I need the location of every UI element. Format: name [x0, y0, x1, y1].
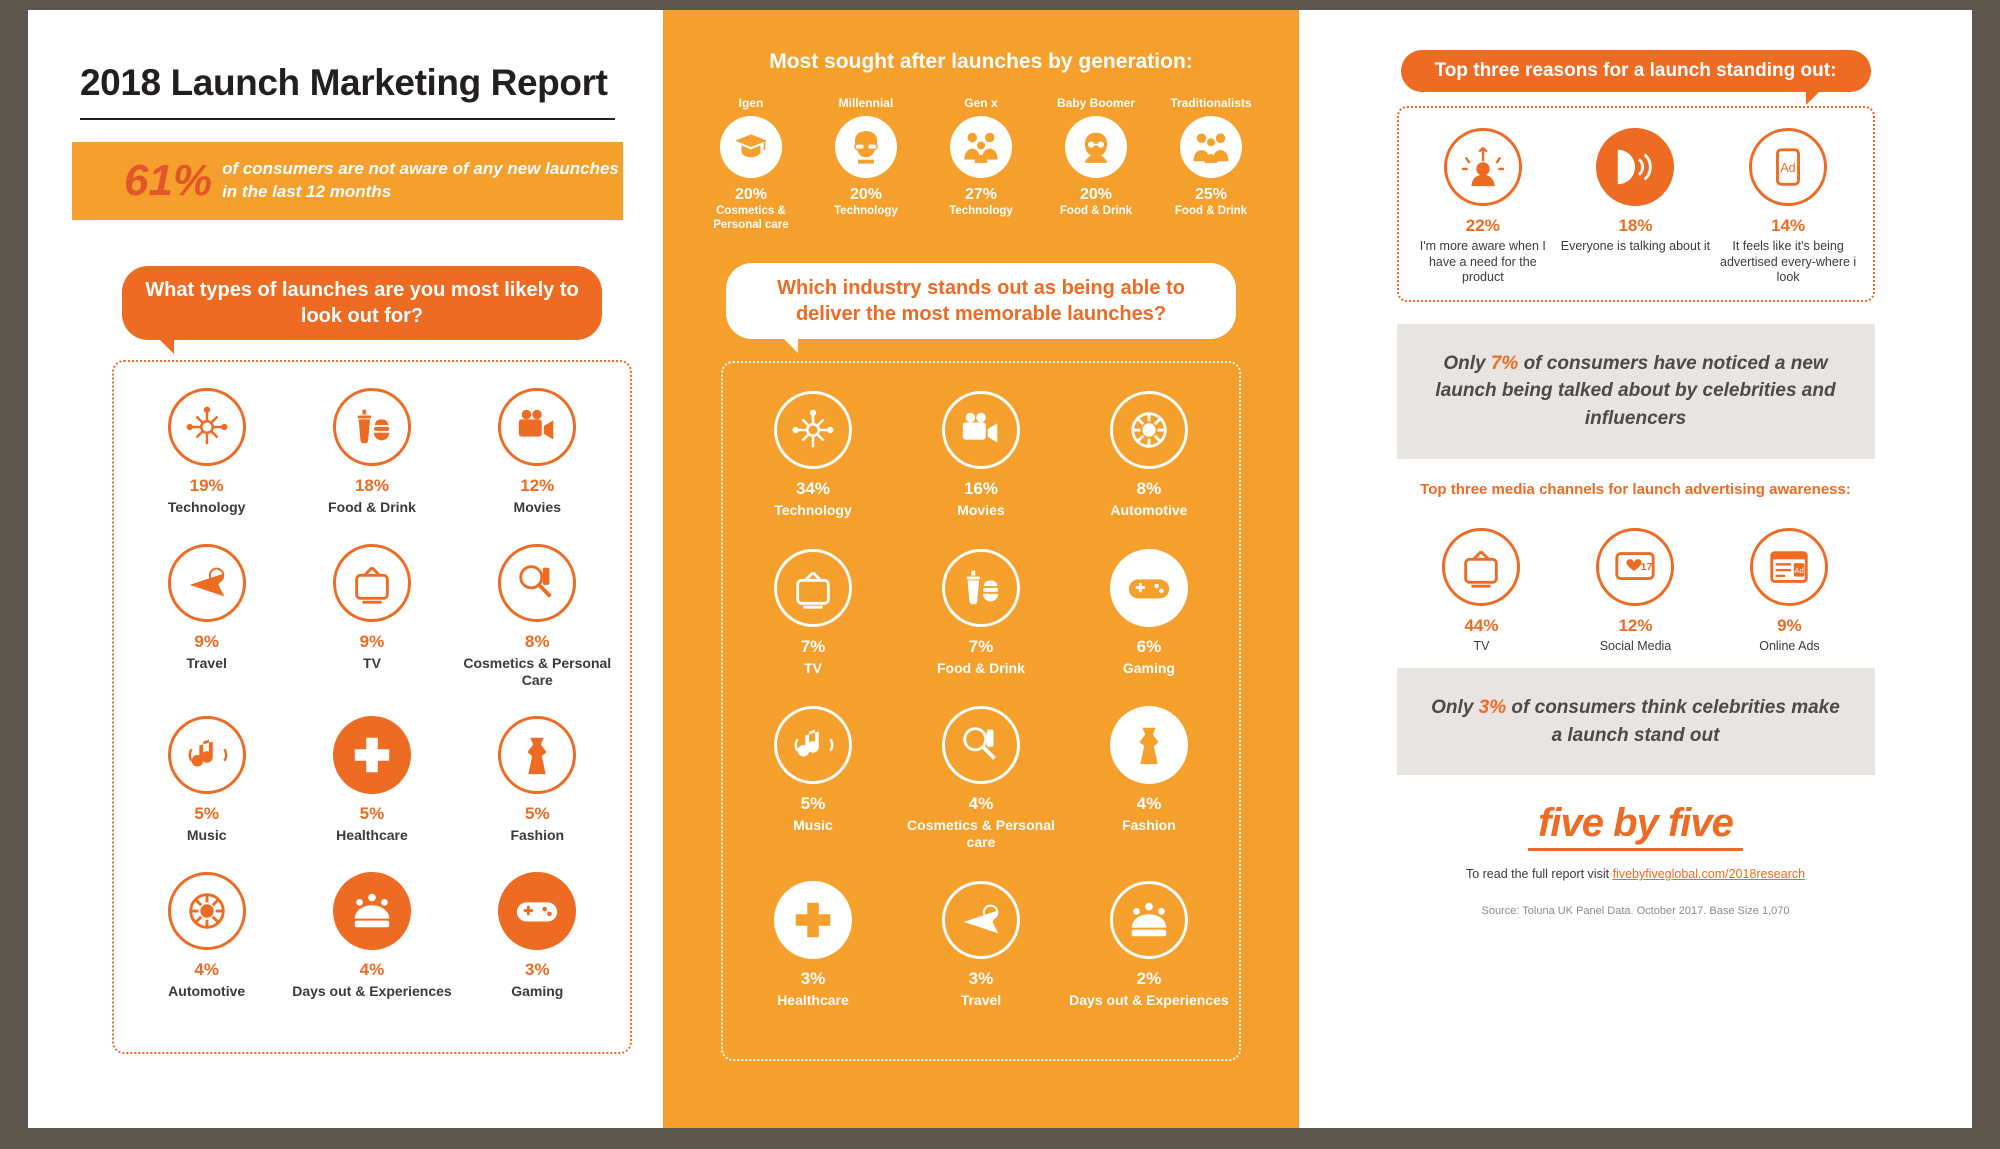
chart-value: 7%	[800, 636, 826, 656]
infographic-page	[28, 10, 1972, 1128]
chart-label: Food & Drink	[328, 499, 416, 515]
chart-label: Technology	[774, 501, 852, 518]
graduate-icon	[720, 116, 782, 178]
chart-item	[289, 716, 454, 844]
generation-label: Igen	[738, 96, 764, 110]
chart-label: It feels like it's being advertised every-where i look	[1720, 239, 1857, 285]
celeb-note2-pct: 3%	[1478, 697, 1507, 719]
word-of-mouth-icon	[1596, 128, 1674, 206]
left-chart-box	[112, 360, 632, 1054]
travel-icon	[942, 881, 1020, 959]
chart-label: TV	[804, 659, 822, 676]
food-drink-icon	[942, 549, 1020, 627]
chart-value: 4%	[1136, 794, 1162, 814]
chart-label: Gaming	[511, 983, 564, 1000]
generation-sublabel: Food & Drink	[1059, 205, 1133, 217]
chart-value: 34%	[795, 478, 830, 498]
svg-text:Ad: Ad	[1780, 160, 1796, 175]
chart-item	[289, 388, 454, 516]
chart-item	[1407, 128, 1560, 286]
chart-item	[455, 544, 620, 689]
generation-heading: Most sought after launches by generation:	[769, 50, 1193, 73]
days-out-icon	[333, 872, 411, 950]
chart-label: Automotive	[168, 983, 246, 1000]
music-icon	[774, 706, 852, 784]
chart-value: 9%	[194, 631, 219, 651]
report-link[interactable]: fivebyfiveglobal.com/2018research	[1612, 867, 1806, 882]
chart-item	[1405, 528, 1559, 655]
chart-value: 19%	[189, 476, 224, 495]
chart-value: 9%	[1777, 615, 1802, 635]
automotive-icon	[168, 872, 246, 950]
chart-label: Movies	[957, 501, 1005, 518]
celebrity-note-1	[1397, 324, 1875, 459]
gaming-icon	[498, 872, 576, 950]
chart-item	[1065, 391, 1233, 519]
automotive-icon	[1110, 391, 1188, 469]
chart-label: Gaming	[1122, 659, 1175, 676]
chart-item	[124, 872, 289, 1000]
chart-label: TV	[1473, 638, 1490, 653]
source-note: Source: Toluna UK Panel Data. October 2017. Base Size 1,070	[1481, 905, 1790, 918]
chart-label: Healthcare	[777, 991, 849, 1008]
chart-item	[897, 881, 1065, 1009]
chart-value: 6%	[1136, 636, 1162, 656]
chart-label: Fashion	[510, 827, 565, 844]
need-awareness-icon	[1444, 128, 1522, 206]
healthcare-icon	[333, 716, 411, 794]
chart-item	[1712, 528, 1866, 655]
chart-label: Days out & Experiences	[1069, 991, 1229, 1008]
generation-value: 25%	[1195, 186, 1228, 203]
chart-value: 7%	[968, 636, 994, 656]
chart-item	[729, 706, 897, 851]
generation-row	[697, 96, 1265, 233]
chart-label: Cosmetics & Personal Care	[463, 654, 612, 688]
middle-question-banner: Which industry stands out as being able to deliver the most memorable launches?	[726, 263, 1236, 339]
generation-value: 20%	[849, 186, 882, 203]
headline-stat	[72, 142, 623, 220]
chart-label: Healthcare	[336, 827, 408, 844]
chart-value: 9%	[359, 631, 385, 651]
technology-icon	[168, 388, 246, 466]
chart-value: 12%	[1618, 615, 1653, 635]
millennial-icon	[835, 116, 897, 178]
technology-icon	[774, 391, 852, 469]
generation-value: 20%	[734, 186, 767, 203]
healthcare-icon	[774, 881, 852, 959]
chart-value: 12%	[520, 476, 555, 495]
reasons-box	[1397, 106, 1875, 302]
social-media-icon	[1596, 528, 1674, 606]
middle-chart-box	[721, 361, 1241, 1061]
cosmetics-icon	[498, 544, 576, 622]
chart-item	[455, 388, 620, 516]
chart-label: Automotive	[1110, 501, 1188, 518]
generation-sublabel: Cosmetics & Personal care	[713, 205, 789, 232]
chart-value: 4%	[359, 960, 385, 980]
online-ads-icon	[1750, 528, 1828, 606]
chart-value: 4%	[194, 960, 219, 980]
chart-item	[1065, 549, 1233, 677]
generation-item	[1042, 96, 1150, 233]
chart-label: Technology	[167, 499, 246, 515]
chart-label: Food & Drink	[937, 659, 1025, 676]
ad-phone-icon	[1749, 128, 1827, 206]
travel-icon	[168, 544, 246, 622]
chart-label: Online Ads	[1759, 638, 1820, 653]
celeb-note2-pre: Only	[1431, 697, 1479, 719]
chart-value: 4%	[968, 794, 994, 814]
generation-label: Gen x	[964, 96, 998, 110]
reasons-row	[1407, 128, 1865, 286]
media-channels-box	[1397, 512, 1875, 669]
chart-value: 44%	[1464, 615, 1499, 635]
chart-item	[124, 716, 289, 844]
left-column	[28, 10, 663, 1128]
chart-label: I'm more aware when I have a need for the product	[1419, 239, 1546, 285]
movies-icon	[942, 391, 1020, 469]
svg-text:Ad: Ad	[1794, 565, 1805, 575]
chart-label: Cosmetics & Personal care	[907, 817, 1055, 851]
chart-value: 8%	[1136, 478, 1162, 498]
gaming-icon	[1110, 549, 1188, 627]
chart-item	[455, 872, 620, 1000]
generation-sublabel: Food & Drink	[1174, 205, 1248, 217]
chart-value: 5%	[524, 804, 550, 824]
music-icon	[168, 716, 246, 794]
chart-item	[1559, 128, 1712, 286]
chart-value: 8%	[524, 631, 550, 651]
chart-label: Music	[186, 827, 227, 844]
chart-value: 3%	[524, 960, 550, 980]
celeb-note-pre: Only	[1443, 352, 1491, 374]
traditionalists-icon	[1180, 116, 1242, 178]
chart-value: 3%	[968, 968, 994, 988]
chart-item	[897, 706, 1065, 851]
generation-item	[812, 96, 920, 233]
generation-item	[697, 96, 805, 233]
movies-icon	[498, 388, 576, 466]
middle-chart-grid	[729, 391, 1233, 1039]
generation-item	[1157, 96, 1265, 233]
chart-item	[1712, 128, 1865, 286]
brand-logo-block	[1397, 775, 1875, 881]
title-divider	[80, 118, 615, 120]
chart-label: Days out & Experiences	[292, 983, 452, 1000]
tv-icon	[333, 544, 411, 622]
chart-label: Social Media	[1599, 638, 1672, 653]
page-title: 2018 Launch Marketing Report	[80, 62, 608, 103]
chart-value: 22%	[1465, 216, 1500, 235]
generation-label: Millennial	[838, 96, 894, 110]
chart-item	[897, 549, 1065, 677]
chart-item	[289, 872, 454, 1000]
chart-label: Fashion	[1122, 817, 1176, 834]
read-report-text: To read the full report visit	[1465, 867, 1613, 882]
fashion-icon	[498, 716, 576, 794]
chart-value: 5%	[194, 804, 219, 824]
cosmetics-icon	[942, 706, 1020, 784]
headline-stat-text: of consumers are not aware of any new launches in the last 12 months	[222, 159, 619, 201]
chart-value: 16%	[963, 478, 998, 498]
chart-item	[289, 544, 454, 689]
brand-logo: five by five	[1538, 801, 1733, 846]
fashion-icon	[1110, 706, 1188, 784]
chart-item	[124, 544, 289, 689]
chart-value: 5%	[800, 794, 826, 814]
generation-sublabel: Technology	[949, 205, 1013, 217]
celeb-note2-post: of consumers think celebrities make a launch stand out	[1506, 697, 1840, 746]
chart-value: 3%	[800, 968, 826, 988]
tv-icon	[1442, 528, 1520, 606]
chart-item	[124, 388, 289, 516]
media-channels-heading: Top three media channels for launch advertising awareness:	[1420, 480, 1851, 498]
reasons-banner: Top three reasons for a launch standing out:	[1401, 50, 1871, 92]
middle-column	[663, 10, 1299, 1128]
generation-label: Traditionalists	[1170, 96, 1252, 110]
chart-label: Travel	[960, 991, 1002, 1008]
generation-value: 27%	[964, 186, 997, 203]
logo-underline	[1528, 848, 1743, 851]
chart-value: 5%	[359, 804, 385, 824]
chart-value: 18%	[1618, 216, 1653, 235]
chart-item	[1065, 706, 1233, 851]
chart-label: Movies	[513, 499, 562, 515]
generation-value: 20%	[1079, 186, 1113, 203]
left-chart-grid	[124, 388, 620, 1028]
chart-item	[897, 391, 1065, 519]
celeb-note-post: of consumers have noticed a new launch being talked about by celebrities and influencers	[1435, 352, 1836, 429]
food-drink-icon	[333, 388, 411, 466]
generation-label: Baby Boomer	[1056, 96, 1136, 110]
generation-sublabel: Technology	[834, 205, 898, 217]
chart-item	[729, 549, 897, 677]
right-column	[1299, 10, 1972, 1128]
days-out-icon	[1110, 881, 1188, 959]
read-report-line	[1397, 867, 1875, 881]
headline-stat-value: 61%	[124, 156, 213, 205]
tv-icon	[774, 549, 852, 627]
chart-item	[455, 716, 620, 844]
celebrity-note-2	[1397, 668, 1875, 775]
chart-value: 14%	[1771, 216, 1806, 235]
chart-value: 18%	[354, 476, 389, 495]
left-question-banner: What types of launches are you most likely to look out for?	[122, 266, 602, 340]
boomer-icon	[1065, 116, 1127, 178]
chart-value: 2%	[1136, 968, 1162, 988]
svg-text:17: 17	[1641, 560, 1653, 573]
generation-item	[927, 96, 1035, 233]
media-channels-row	[1405, 528, 1867, 655]
family-icon	[950, 116, 1012, 178]
celeb-note-pct: 7%	[1490, 352, 1519, 374]
chart-label: Music	[793, 817, 833, 834]
chart-label: Travel	[186, 654, 227, 671]
chart-item	[729, 391, 897, 519]
chart-item	[1558, 528, 1712, 655]
chart-label: TV	[363, 654, 381, 671]
chart-label: Everyone is talking about it	[1560, 239, 1711, 253]
chart-item	[729, 881, 897, 1009]
chart-item	[1065, 881, 1233, 1009]
